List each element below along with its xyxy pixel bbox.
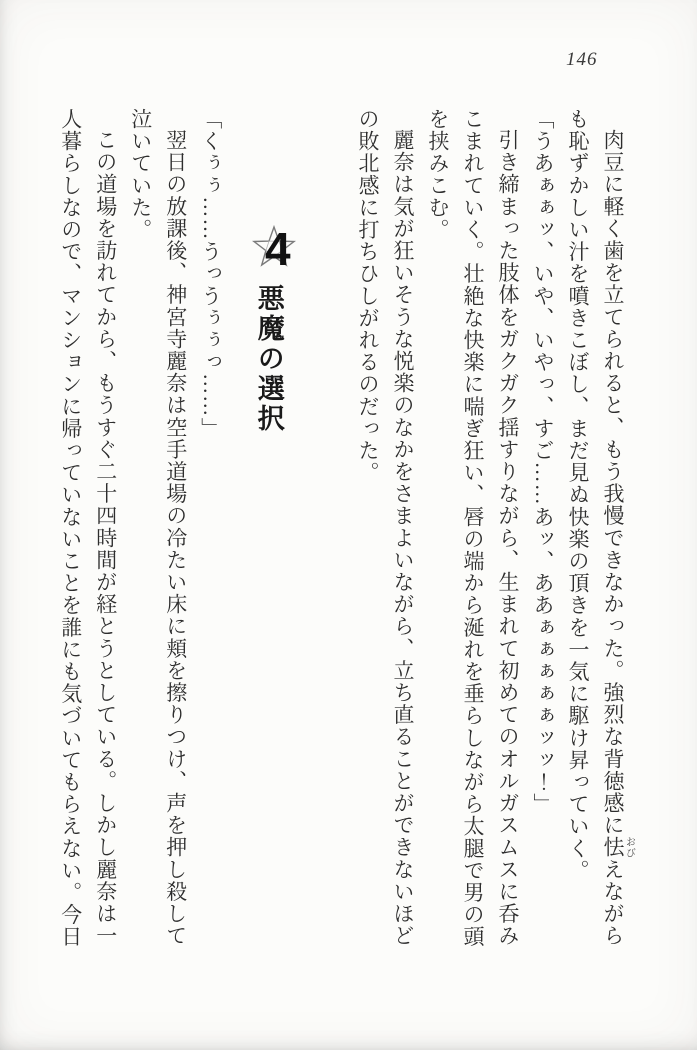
paragraph-narrative (560, 108, 634, 952)
paragraph-dialogue: 「くぅぅ……うっうぅぅっ……」 (198, 108, 223, 440)
paragraph-text: 肉豆に軽く歯を立てられると、もう我慢できなかった。強烈な背徳感に (601, 129, 625, 837)
vertical-text-block (56, 108, 634, 952)
paragraph-narrative: 引き締まった肢体をガクガク揺すりながら、生まれて初めてのオルガスムスに呑みこまれていく。壮絶な快楽に喘ぎ狂い、唇の端から涎れを垂らしながら太腿で男の頭を挟みこむ。 (426, 108, 520, 948)
page-number: 146 (566, 49, 598, 70)
ruby-furigana: おび (623, 836, 635, 859)
ruby-base: 怯 (601, 836, 625, 859)
ruby-annotation (601, 836, 635, 859)
chapter-title: 悪魔の選択 (253, 284, 284, 434)
paragraph-narrative: 麗奈は気が狂いそうな悦楽のなかをさまよいながら、立ち直ることができないほどの敗北感に打ちひしがれるのだった。 (356, 108, 415, 947)
paragraph-text: えながらも恥ずかしい汁を噴きこぼし、まだ見ぬ快楽の頂きを一気に駆け昇っていく。 (566, 108, 625, 947)
chapter-number: 4 (265, 223, 292, 275)
paragraph-narrative: 翌日の放課後、神宮寺麗奈は空手道場の冷たい床に頬を擦りつけ、声を押し殺して泣いていた。 (128, 108, 188, 947)
paragraph-dialogue: 「うあぁぁッ、いや、いやっ、すご……あッ、ああぁぁぁぁぁッッ！」 (531, 108, 555, 816)
chapter-number-badge (252, 222, 300, 278)
paragraph-narrative: この道場を訪れてから、もうすぐ二十四時間が経とうとしている。しかし麗奈は一人暮らしなので、マンションに帰っていないことを誰にも気づいてもらえない。今日 (58, 108, 118, 948)
chapter-heading (244, 108, 300, 952)
